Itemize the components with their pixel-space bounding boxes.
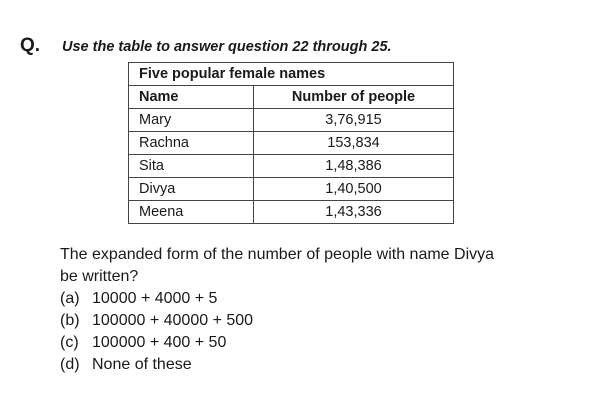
names-table [128,62,454,224]
question-header [20,35,392,57]
answer-options [60,288,253,376]
question-stem [60,244,550,288]
table-row [129,109,454,132]
option-a[interactable] [60,288,253,310]
table-row [129,132,454,155]
option-d[interactable] [60,354,253,376]
stem-line: The expanded form of the number of people with name Divya [60,246,495,263]
option-text: 100000 + 40000 + 500 [92,312,254,329]
row-name: Mary [129,109,254,132]
table-row [129,155,454,178]
option-letter: (a) [60,290,80,307]
row-name: Rachna [129,132,254,155]
column-header-count: Number of people [254,86,454,109]
table-caption-row [129,63,454,86]
row-name: Meena [129,201,254,224]
row-count: 153,834 [254,132,454,155]
option-text: 100000 + 400 + 50 [92,334,227,351]
table-row [129,178,454,201]
option-b[interactable] [60,310,253,332]
stem-line: be written? [60,268,139,285]
column-header-name: Name [129,86,254,109]
option-text: None of these [92,356,192,373]
table-caption: Five popular female names [129,63,454,86]
row-count: 1,43,336 [254,201,454,224]
option-letter: (c) [60,334,79,351]
option-letter: (d) [60,356,80,373]
row-name: Divya [129,178,254,201]
question-label: Q. [20,35,41,56]
row-count: 1,40,500 [254,178,454,201]
question-instruction: Use the table to answer question 22 through 25. [62,39,392,55]
table-header-row [129,86,454,109]
row-count: 1,48,386 [254,155,454,178]
option-c[interactable] [60,332,253,354]
row-name: Sita [129,155,254,178]
table-row [129,201,454,224]
option-text: 10000 + 4000 + 5 [92,290,218,307]
row-count: 3,76,915 [254,109,454,132]
option-letter: (b) [60,312,80,329]
